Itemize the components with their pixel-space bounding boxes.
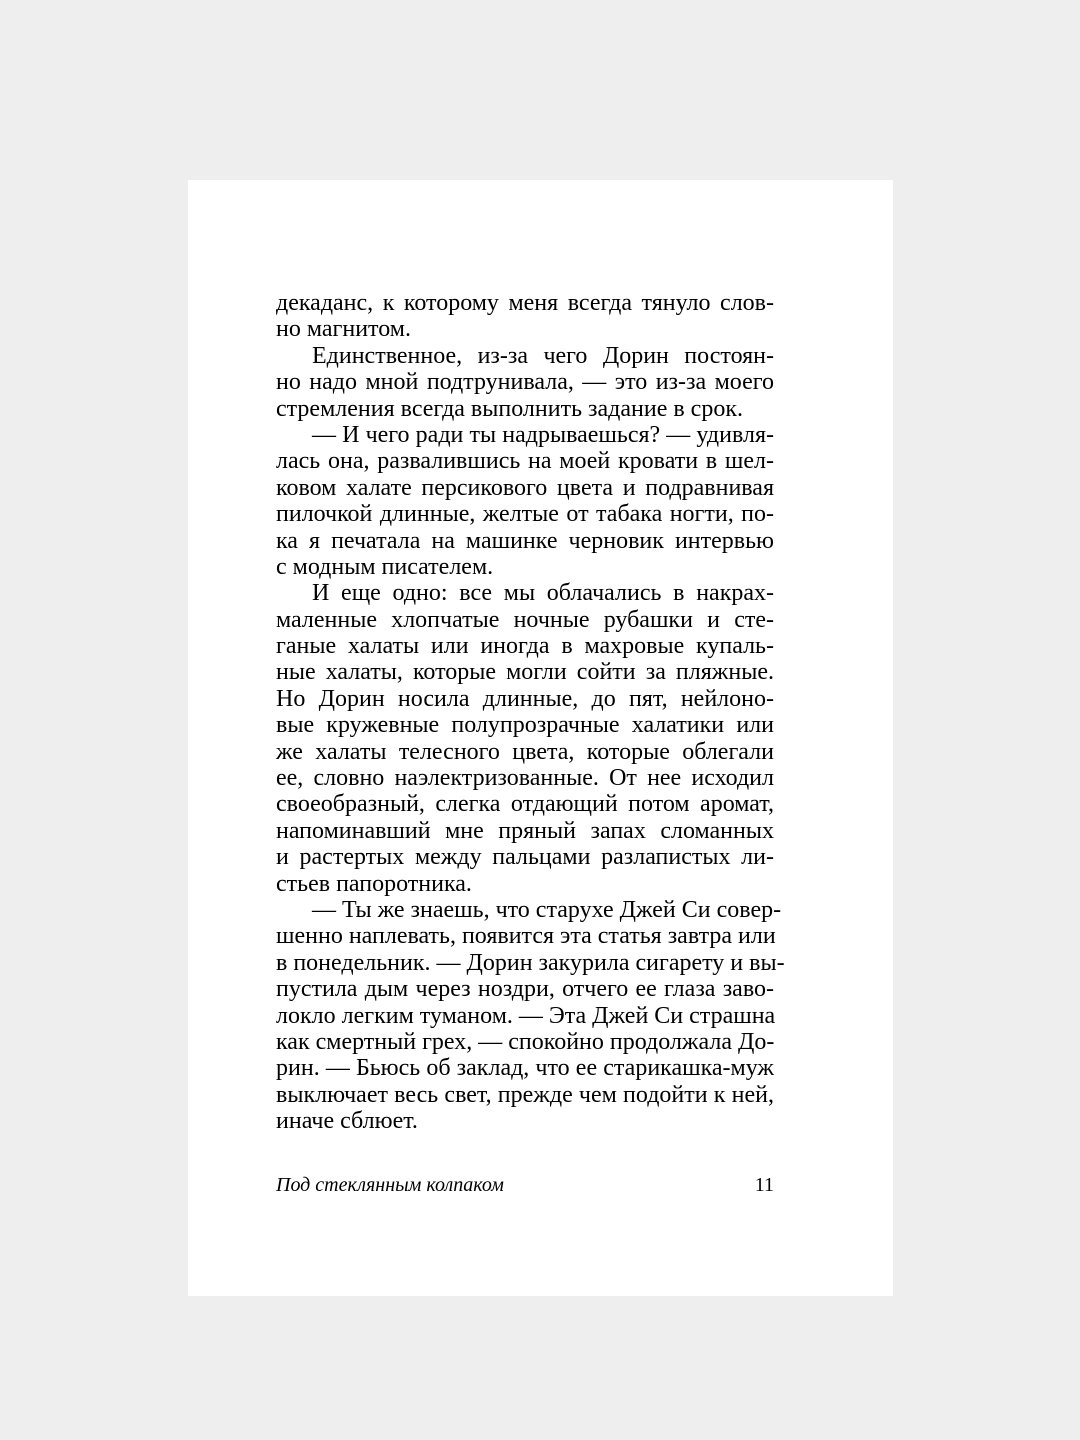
text-line: — И чего ради ты надрываешься? — удивля-	[312, 421, 774, 448]
text-line: же халаты телесного цвета, которые облегали	[276, 738, 774, 765]
page-number: 11	[754, 1174, 774, 1196]
text-line: напоминавший мне пряный запах сломанных	[276, 817, 774, 844]
text-line: пустила дым через ноздри, отчего ее глаза заво-	[276, 976, 774, 1003]
book-page	[188, 180, 893, 1296]
text-line: рин. — Бьюсь об заклад, что ее старикашка-муж	[276, 1055, 774, 1082]
text-line: пилочкой длинные, желтые от табака ногти, по-	[276, 501, 774, 528]
text-line: — Ты же знаешь, что старухе Джей Си совер-	[312, 896, 782, 923]
text-line: в понедельник. — Дорин закурила сигарету и вы-	[276, 949, 785, 976]
text-line: с модным писателем.	[276, 553, 494, 580]
text-line: но надо мной подтрунивала, — это из-за моего	[276, 369, 774, 396]
page-footer	[276, 1174, 774, 1204]
text-line: Единственное, из-за чего Дорин постоян-	[312, 342, 774, 369]
text-line: стьев папоротника.	[276, 870, 472, 897]
text-line: лась она, развалившись на моей кровати в шел-	[276, 448, 774, 475]
text-line: ные халаты, которые могли сойти за пляжные.	[276, 659, 774, 686]
text-line: иначе сблюет.	[276, 1108, 418, 1135]
body-text	[276, 290, 785, 1135]
text-line: ганые халаты или иногда в махровые купаль-	[276, 633, 774, 660]
text-line: Но Дорин носила длинные, до пят, нейлоно-	[276, 685, 774, 712]
text-line: декаданс, к которому меня всегда тянуло слов-	[276, 290, 774, 316]
text-line: стремления всегда выполнить задание в срок.	[276, 395, 743, 422]
text-line: вые кружевные полупрозрачные халатики или	[276, 712, 774, 739]
text-line: ковом халате персикового цвета и подравнивая	[276, 474, 774, 501]
text-line: как смертный грех, — спокойно продолжала До-	[276, 1028, 775, 1055]
text-line: своеобразный, слегка отдающий потом аромат,	[276, 791, 774, 818]
text-line: локло легким туманом. — Эта Джей Си страшна	[276, 1002, 776, 1029]
text-line: выключает весь свет, прежде чем подойти к ней,	[276, 1081, 774, 1108]
running-title: Под стеклянным колпаком	[276, 1174, 504, 1196]
text-line: и растертых между пальцами разлапистых ли-	[276, 844, 774, 871]
text-line: шенно наплевать, появится эта статья завтра или	[276, 923, 776, 950]
text-line: И еще одно: все мы облачались в накрах-	[312, 580, 774, 607]
text-line: маленные хлопчатые ночные рубашки и сте-	[276, 606, 774, 633]
text-line: ка я печатала на машинке черновик интервью	[276, 527, 774, 554]
text-line: ее, словно наэлектризованные. От нее исходил	[276, 765, 774, 792]
text-line: но магнитом.	[276, 316, 411, 343]
